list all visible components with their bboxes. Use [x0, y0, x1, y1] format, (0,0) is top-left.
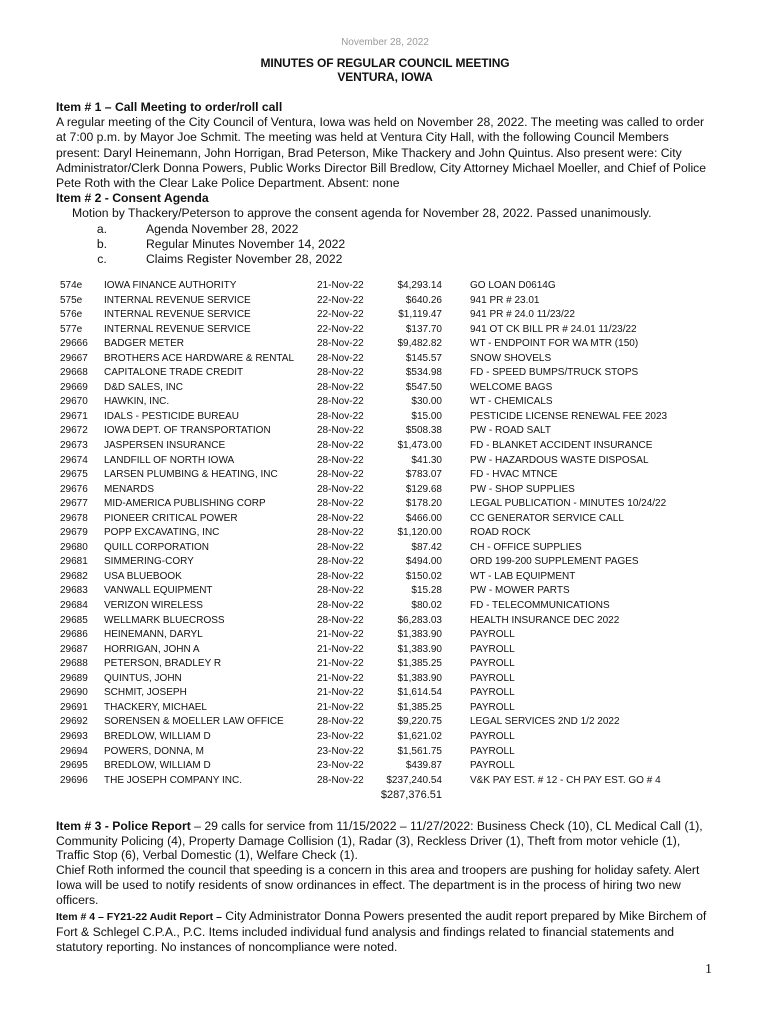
claim-row: [60, 526, 680, 541]
claim-amount: $237,240.54: [386, 774, 442, 786]
claim-number: 575e: [60, 294, 83, 306]
claims-total: $287,376.51: [380, 789, 442, 801]
claim-description: FD - HVAC MTNCE: [470, 469, 558, 481]
claim-date: 23-Nov-22: [317, 730, 364, 742]
claim-vendor: QUINTUS, JOHN: [104, 672, 182, 684]
item-4-section: [56, 909, 711, 954]
claim-amount: $4,293.14: [397, 280, 442, 291]
claim-description: PAYROLL: [470, 687, 515, 699]
claim-description: ORD 199-200 SUPPLEMENT PAGES: [470, 556, 639, 568]
claim-row: [60, 614, 680, 629]
item-4-heading: Item # 4 – FY21-22 Audit Report –: [56, 911, 222, 924]
claim-date: 28-Nov-22: [317, 381, 364, 393]
claim-amount: $87.42: [411, 541, 442, 553]
claim-vendor: SORENSEN & MOELLER LAW OFFICE: [104, 716, 284, 728]
claim-row: [60, 555, 680, 570]
item-3-section: [56, 819, 711, 863]
claim-amount: $137.70: [405, 323, 442, 335]
claim-vendor: POWERS, DONNA, M: [104, 745, 205, 757]
claim-number: 577e: [60, 323, 83, 335]
claim-row: [60, 352, 680, 367]
claim-row: [60, 628, 680, 643]
claim-vendor: THACKERY, MICHAEL: [104, 701, 207, 713]
claim-row: [60, 745, 680, 760]
claim-amount: $466.00: [405, 512, 442, 524]
claim-amount: $534.98: [405, 367, 442, 379]
claim-date: 28-Nov-22: [317, 600, 364, 612]
claim-description: ROAD ROCK: [470, 527, 531, 539]
claim-description: PW - HAZARDOUS WASTE DISPOSAL: [470, 454, 649, 466]
claim-date: 23-Nov-22: [317, 745, 364, 757]
claim-vendor: WELLMARK BLUECROSS: [104, 614, 225, 626]
claim-date: 28-Nov-22: [317, 541, 364, 553]
claim-row: [60, 730, 680, 745]
claim-date: 28-Nov-22: [317, 556, 364, 568]
claim-date: 21-Nov-22: [317, 629, 364, 641]
claim-vendor: IOWA FINANCE AUTHORITY: [104, 280, 237, 291]
claim-date: 22-Nov-22: [317, 323, 364, 335]
consent-subitem: [56, 237, 711, 252]
claim-number: 29676: [60, 483, 88, 495]
item-1-section: [56, 100, 711, 267]
claim-row: [60, 701, 680, 716]
claim-vendor: THE JOSEPH COMPANY INC.: [104, 774, 242, 786]
claim-number: 29680: [60, 541, 88, 553]
claim-vendor: PETERSON, BRADLEY R: [104, 658, 222, 670]
claim-row: [60, 323, 680, 338]
claim-number: 29684: [60, 600, 88, 612]
claim-row: [60, 337, 680, 352]
claim-description: WT - CHEMICALS: [470, 396, 553, 408]
claim-date: 22-Nov-22: [317, 294, 364, 306]
claim-number: 29689: [60, 672, 88, 684]
claim-number: 29685: [60, 614, 88, 626]
claim-date: 28-Nov-22: [317, 396, 364, 408]
claim-vendor: LARSEN PLUMBING & HEATING, INC: [104, 469, 278, 481]
consent-motion: Motion by Thackery/Peterson to approve the consent agenda for November 28, 2022. Passed unanimously.: [72, 206, 652, 221]
claim-vendor: BREDLOW, WILLIAM D: [104, 760, 211, 772]
claim-description: PAYROLL: [470, 760, 515, 772]
item-1-body: A regular meeting of the City Council of Ventura, Iowa was held on November 28, 2022. The meeting was called to order at 7:00 p.m. by Mayor Joe Schmit. The meeting was held at Ventura City Hall, with the following Council Members present: Daryl Heinemann, John Horrigan, Brad Peterson, Mike Thackery and John Quintus. Also present were: City Administrator/Clerk Donna Powers, Public Works Director Bill Bredlow, City Attorney Michael Moeller, and Chief of Police Pete Roth with the Clear Lake Police Department. Absent: none: [56, 115, 707, 191]
claim-description: PAYROLL: [470, 701, 515, 713]
claim-row: [60, 672, 680, 687]
claim-number: 29690: [60, 687, 88, 699]
claim-date: 28-Nov-22: [317, 367, 364, 379]
claim-number: 29696: [60, 774, 88, 786]
claim-number: 29678: [60, 512, 88, 524]
claim-vendor: D&D SALES, INC: [104, 381, 183, 393]
claim-description: WT - ENDPOINT FOR WA MTR (150): [470, 338, 639, 350]
claim-number: 29695: [60, 760, 88, 772]
item-2-heading: Item # 2 - Consent Agenda: [56, 191, 209, 206]
claim-description: FD - SPEED BUMPS/TRUCK STOPS: [470, 367, 639, 379]
claim-number: 29668: [60, 367, 88, 379]
claim-amount: $1,383.90: [397, 643, 442, 655]
claim-vendor: HEINEMANN, DARYL: [104, 629, 203, 641]
claim-date: 28-Nov-22: [317, 716, 364, 728]
claim-vendor: IOWA DEPT. OF TRANSPORTATION: [104, 425, 271, 437]
claim-row: [60, 483, 680, 498]
claim-amount: $1,385.25: [397, 701, 442, 713]
claim-number: 29672: [60, 425, 88, 437]
claim-date: 28-Nov-22: [317, 585, 364, 597]
claim-description: PAYROLL: [470, 745, 515, 757]
claim-amount: $783.07: [405, 469, 442, 481]
subitem-text: Regular Minutes November 14, 2022: [146, 236, 346, 251]
claim-amount: $1,119.47: [398, 309, 442, 321]
claim-description: PAYROLL: [470, 643, 515, 655]
claim-vendor: HORRIGAN, JOHN A: [104, 643, 200, 655]
claim-date: 28-Nov-22: [317, 774, 364, 786]
claim-description: PAYROLL: [470, 629, 515, 641]
consent-subitem: [56, 222, 711, 237]
claim-vendor: BADGER METER: [104, 338, 185, 350]
claim-amount: $9,220.75: [397, 716, 442, 728]
claim-number: 29681: [60, 556, 88, 568]
item-1-heading: Item # 1 – Call Meeting to order/roll call: [56, 100, 283, 114]
claim-date: 28-Nov-22: [317, 338, 364, 350]
claim-amount: $129.68: [405, 483, 442, 495]
claim-vendor: VERIZON WIRELESS: [104, 600, 203, 612]
claim-row: [60, 512, 680, 527]
subitem-text: Claims Register November 28, 2022: [146, 252, 343, 266]
subitem-letter: b.: [96, 236, 108, 251]
claim-number: 29677: [60, 498, 88, 510]
item-4-body: City Administrator Donna Powers presented the audit report prepared by Mike Birchem of Fort & Schlegel C.P.A., P.C. Items included individual fund analysis and findings related to financial statements and statutory reporting. No instances of noncompliance were noted.: [56, 909, 707, 954]
claim-date: 21-Nov-22: [317, 658, 364, 670]
claim-date: 28-Nov-22: [317, 483, 364, 495]
claim-date: 28-Nov-22: [317, 498, 364, 510]
claim-vendor: POPP EXCAVATING, INC: [104, 527, 220, 539]
claim-amount: $178.20: [405, 498, 442, 510]
claim-amount: $80.02: [411, 600, 442, 612]
claim-number: 29675: [60, 469, 88, 481]
claim-description: 941 PR # 24.0 11/23/22: [470, 309, 575, 321]
claim-vendor: MENARDS: [104, 483, 155, 495]
claim-date: 28-Nov-22: [317, 614, 364, 626]
claim-description: PAYROLL: [470, 730, 515, 742]
claim-number: 29683: [60, 585, 88, 597]
item-3-body: – 29 calls for service from 11/15/2022 – 11/27/2022: Business Check (10), CL Medical Call (1), Community Policing (4), Property Damage Collision (1), Radar (3), Reckless Driver (1), Theft from motor vehicle (1), Traffic Stop (6), Verbal Domestic (1), Welfare Check (1).: [56, 819, 703, 863]
claim-number: 29669: [60, 381, 88, 393]
claim-description: PW - ROAD SALT: [470, 425, 551, 437]
claim-vendor: PIONEER CRITICAL POWER: [104, 512, 238, 524]
claim-date: 21-Nov-22: [317, 643, 364, 655]
claim-description: PW - MOWER PARTS: [470, 585, 570, 597]
consent-subitems: [56, 222, 711, 268]
claim-date: 28-Nov-22: [317, 570, 364, 582]
claim-description: LEGAL PUBLICATION - MINUTES 10/24/22: [470, 498, 667, 510]
claim-description: PW - SHOP SUPPLIES: [470, 483, 575, 495]
claim-description: CH - OFFICE SUPPLIES: [470, 541, 582, 553]
claim-vendor: VANWALL EQUIPMENT: [104, 585, 213, 597]
document-title: MINUTES OF REGULAR COUNCIL MEETING: [260, 56, 510, 70]
claim-amount: $1,621.02: [397, 730, 442, 742]
claim-description: HEALTH INSURANCE DEC 2022: [470, 614, 620, 626]
claim-row: [60, 774, 680, 789]
claim-row: [60, 599, 680, 614]
claim-number: 29682: [60, 570, 88, 582]
claim-amount: $1,561.75: [397, 745, 442, 757]
claim-number: 576e: [60, 309, 83, 321]
claim-row: [60, 657, 680, 672]
claim-row: [60, 439, 680, 454]
claim-number: 29694: [60, 745, 88, 757]
claim-row: [60, 294, 680, 309]
claim-date: 28-Nov-22: [317, 410, 364, 422]
claim-date: 21-Nov-22: [317, 687, 364, 699]
claim-amount: $145.57: [405, 352, 442, 364]
claim-number: 29688: [60, 658, 88, 670]
claim-row: [60, 279, 680, 294]
claim-description: FD - BLANKET ACCIDENT INSURANCE: [470, 440, 653, 452]
claim-date: 28-Nov-22: [317, 425, 364, 437]
claim-description: WT - LAB EQUIPMENT: [470, 570, 576, 582]
claim-amount: $439.87: [405, 760, 442, 772]
claim-description: FD - TELECOMMUNICATIONS: [470, 600, 610, 612]
claim-date: 21-Nov-22: [317, 701, 364, 713]
claim-number: 574e: [60, 280, 83, 291]
claim-row: [60, 570, 680, 585]
claim-row: [60, 759, 680, 774]
claim-description: GO LOAN D0614G: [470, 280, 556, 291]
subitem-text: Agenda November 28, 2022: [146, 221, 299, 236]
claim-description: SNOW SHOVELS: [470, 352, 552, 364]
claim-date: 28-Nov-22: [317, 440, 364, 452]
claim-amount: $1,385.25: [397, 658, 442, 670]
claim-number: 29686: [60, 629, 88, 641]
claim-vendor: INTERNAL REVENUE SERVICE: [104, 294, 251, 306]
subitem-letter: a.: [96, 221, 108, 236]
claim-date: 21-Nov-22: [317, 280, 364, 291]
claim-number: 29667: [60, 352, 88, 364]
claim-row: [60, 424, 680, 439]
claim-amount: $508.38: [405, 425, 442, 437]
claim-date: 28-Nov-22: [317, 527, 364, 539]
claim-row: [60, 686, 680, 701]
claim-vendor: HAWKIN, INC.: [104, 396, 170, 408]
claim-description: V&K PAY EST. # 12 - CH PAY EST. GO # 4: [470, 774, 661, 786]
claim-row: [60, 497, 680, 512]
claim-description: PESTICIDE LICENSE RENEWAL FEE 2023: [470, 410, 668, 422]
claim-row: [60, 366, 680, 381]
claim-row: [60, 468, 680, 483]
claim-amount: $494.00: [405, 556, 442, 568]
claim-row: [60, 454, 680, 469]
claim-date: 28-Nov-22: [317, 469, 364, 481]
claim-date: 28-Nov-22: [317, 512, 364, 524]
claim-description: 941 OT CK BILL PR # 24.01 11/23/22: [470, 323, 637, 335]
claim-number: 29693: [60, 730, 88, 742]
claim-row: [60, 541, 680, 556]
claim-amount: $41.30: [411, 454, 442, 466]
claim-vendor: USA BLUEBOOK: [104, 570, 182, 582]
claim-date: 28-Nov-22: [317, 454, 364, 466]
claim-date: 23-Nov-22: [317, 760, 364, 772]
claim-number: 29691: [60, 701, 88, 713]
claim-number: 29671: [60, 410, 88, 422]
claim-number: 29673: [60, 440, 88, 452]
claim-number: 29679: [60, 527, 88, 539]
claim-date: 22-Nov-22: [317, 309, 364, 321]
lower-sections: [56, 819, 711, 954]
claim-amount: $150.02: [405, 570, 442, 582]
claim-amount: $640.26: [405, 294, 442, 306]
claim-row: [60, 715, 680, 730]
claim-number: 29687: [60, 643, 88, 655]
item-3-body-2: Chief Roth informed the council that speeding is a concern in this area and troopers are pushing for holiday safety. Alert Iowa will be used to notify residents of snow ordinances in effect. The department is in the process of hiring two new officers.: [56, 863, 700, 907]
claim-amount: $15.28: [411, 585, 442, 597]
claim-description: WELCOME BAGS: [470, 381, 553, 393]
header-date: November 28, 2022: [341, 37, 429, 48]
consent-subitem: [56, 252, 711, 267]
claims-register: [60, 279, 680, 788]
claim-vendor: JASPERSEN INSURANCE: [104, 440, 226, 452]
claim-date: 28-Nov-22: [317, 352, 364, 364]
claim-vendor: BREDLOW, WILLIAM D: [104, 730, 211, 742]
claim-vendor: MID-AMERICA PUBLISHING CORP: [104, 498, 266, 510]
claim-vendor: INTERNAL REVENUE SERVICE: [104, 323, 251, 335]
claim-row: [60, 584, 680, 599]
claim-amount: $1,383.90: [397, 672, 442, 684]
claim-vendor: IDALS - PESTICIDE BUREAU: [104, 410, 240, 422]
claim-number: 29674: [60, 454, 88, 466]
subitem-letter: c.: [97, 252, 107, 266]
claim-vendor: CAPITALONE TRADE CREDIT: [104, 367, 244, 379]
item-3-heading: Item # 3 - Police Report: [56, 819, 191, 833]
claim-row: [60, 395, 680, 410]
document-subtitle: VENTURA, IOWA: [337, 70, 433, 84]
claim-description: PAYROLL: [470, 658, 515, 670]
claim-vendor: QUILL CORPORATION: [104, 541, 210, 553]
claim-amount: $1,120.00: [397, 527, 442, 539]
claim-number: 29666: [60, 338, 88, 350]
claim-amount: $1,473.00: [397, 440, 442, 452]
claim-number: 29692: [60, 716, 88, 728]
claim-row: [60, 381, 680, 396]
claim-vendor: BROTHERS ACE HARDWARE & RENTAL: [104, 352, 295, 364]
claim-amount: $547.50: [405, 381, 442, 393]
claim-description: CC GENERATOR SERVICE CALL: [470, 512, 624, 524]
page-number: 1: [705, 962, 712, 977]
claim-description: LEGAL SERVICES 2ND 1/2 2022: [470, 716, 620, 728]
claim-description: PAYROLL: [470, 672, 515, 684]
claim-row: [60, 410, 680, 425]
claim-vendor: LANDFILL OF NORTH IOWA: [104, 454, 235, 466]
claim-vendor: SCHMIT, JOSEPH: [104, 687, 187, 699]
claim-amount: $9,482.82: [397, 338, 442, 350]
claim-amount: $1,614.54: [397, 687, 442, 699]
claim-vendor: INTERNAL REVENUE SERVICE: [104, 309, 251, 321]
claim-description: 941 PR # 23.01: [470, 294, 540, 306]
claim-amount: $15.00: [411, 410, 442, 422]
claim-row: [60, 643, 680, 658]
claim-vendor: SIMMERING-CORY: [104, 556, 194, 568]
claim-row: [60, 308, 680, 323]
claim-amount: $1,383.90: [397, 629, 442, 641]
claim-date: 21-Nov-22: [317, 672, 364, 684]
claim-amount: $6,283.03: [397, 614, 442, 626]
claim-number: 29670: [60, 396, 88, 408]
claim-amount: $30.00: [411, 396, 442, 408]
